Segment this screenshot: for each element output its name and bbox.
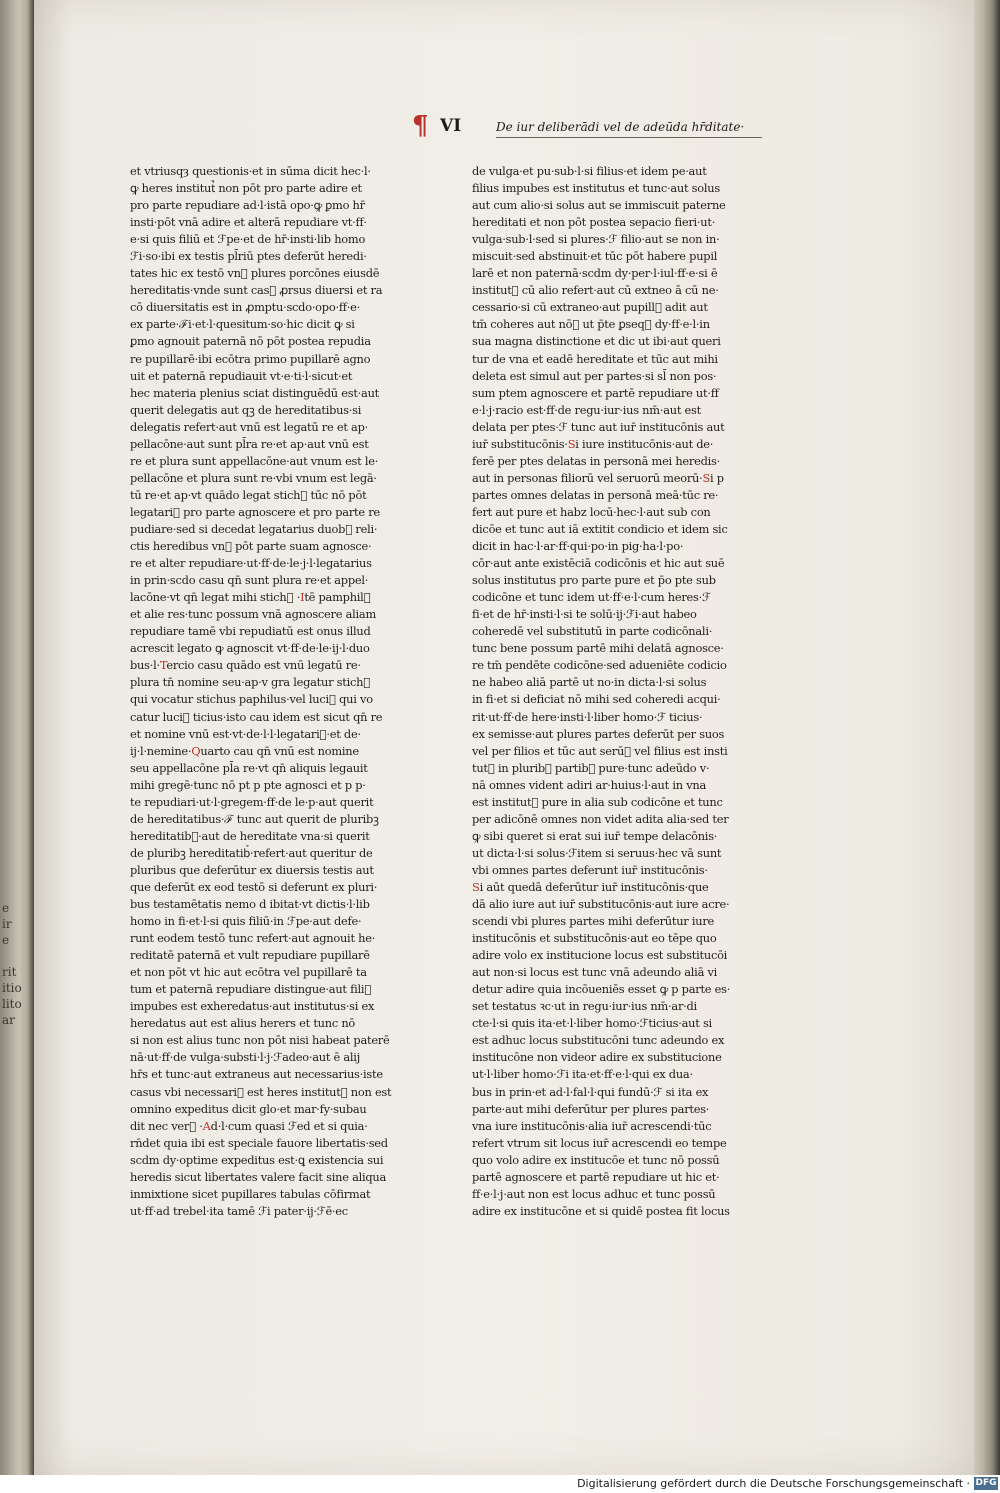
funding-credit: Digitalisierung gefördert durch die Deutsche Forschungsgemeinschaft · bbox=[577, 1477, 970, 1490]
text-line: et alie res·tunc possum vnā agnoscere aliam bbox=[130, 607, 377, 622]
text-line: miscuit·sed abstinuit·et tūc pōt habere pupil bbox=[472, 249, 718, 264]
text-line: plura tn̄ nomine seu·ap·v gra legatur stich᷒ bbox=[130, 675, 371, 690]
text-line: in prin·scdo casu qn̄ sunt plura re·et appel· bbox=[130, 573, 369, 588]
text-line: filius impubes est institutus et tunc·aut solus bbox=[472, 181, 720, 196]
text-line: hereditatis·vnde sunt cas᷒ ꝓrsus diuersi et ra bbox=[130, 283, 383, 298]
text-line: set testatus ꝛc·ut in regu·iur·ius nm̄·ar·di bbox=[472, 999, 697, 1014]
text-line: est adhuc locus substitucōni tunc adeundo ex bbox=[472, 1033, 725, 1048]
text-line: cte·l·si quis ita·et·l·liber homo·ℱticius·aut si bbox=[472, 1016, 712, 1031]
text-line: et non pōt vt hic aut ecōtra vel pupillarē ta bbox=[130, 965, 367, 980]
text-line: bus in prin·et ad·l·fal·l·qui fundū·ℱ si ita ex bbox=[472, 1084, 709, 1099]
text-line: ex semisse·aut plures partes deferūt per suos bbox=[472, 726, 725, 741]
text-line: catur luci᷒ ticius·isto cau idem est sicut qn̄ re bbox=[130, 709, 383, 724]
text-line: casus vbi necessari᷒ est heres institut᷒ non est bbox=[130, 1084, 392, 1099]
text-line: nā omnes vident adiri ar·huius·l·aut in vna bbox=[472, 777, 707, 792]
text-line: mihi gregē·tunc nō pt p pte agnosci et p p· bbox=[130, 777, 366, 792]
text-line: reditatē paternā et vult repudiare pupillarē bbox=[130, 948, 370, 963]
text-line: aut in personas filiorū vel seruorū meorū·Si p bbox=[472, 470, 724, 485]
text-line: de hereditatibus·ℱ tunc aut querit de pluribꝫ bbox=[130, 811, 379, 826]
text-line: bus testamētatis nemo d ibitat·vt dictis·l·lib bbox=[130, 897, 370, 912]
text-line: homo in fi·et·l·si quis filiū·in ℱpe·aut defe· bbox=[130, 914, 362, 929]
text-line: tum et paternā repudiare distingue·aut fili᷒ bbox=[130, 982, 372, 997]
chapter-title: De iur deliberādi vel de adeūda hr̄ditate· bbox=[496, 120, 745, 134]
text-line: re pupillarē·ibi ecōtra primo pupillarē agno bbox=[130, 351, 371, 366]
text-line: querit delegatis aut qꝫ de hereditatibus·si bbox=[130, 402, 362, 417]
text-line: e·l·j·racio est·ff·de regu·iur·ius nm̄·aut est bbox=[472, 402, 701, 417]
text-line: parte·aut mihi deferūtur per plures partes· bbox=[472, 1101, 710, 1116]
text-line: cō diuersitatis est in ꝓmptu·scdo·opo·ff·e· bbox=[130, 300, 360, 315]
text-line: re et plura sunt appellacōne·aut vnum est le· bbox=[130, 453, 379, 468]
text-line: dicōe et tunc aut iā extitit condicio et idem sic bbox=[472, 521, 728, 536]
text-line: est institut᷒ pure in alia sub codicōne et tunc bbox=[472, 794, 723, 809]
text-line: aut cum alio·si solus aut se immiscuit paterne bbox=[472, 198, 726, 213]
text-line: nā·ut·ff·de vulga·substi·l·j·ℱadeo·aut ē alij bbox=[130, 1050, 360, 1065]
text-line: ℱi·so·ibi ex testis pl̄riū ptes deferūt heredi· bbox=[130, 249, 367, 264]
text-line: vel per filios et tūc aut serū᷒ vel filius est insti bbox=[472, 743, 728, 758]
text-line: ꝙ sibi queret si erat sui iur̄ tempe delacōnis· bbox=[472, 828, 718, 843]
text-line: et nomine vnū est·vt·de·l·l·legatari᷒·et de· bbox=[130, 726, 361, 741]
text-line: heredis sicut libertates valere facit sine aliqua bbox=[130, 1169, 387, 1184]
text-line: per adicōnē omnes non videt adita alia·sed ter bbox=[472, 811, 729, 826]
rubricated-initial: S bbox=[567, 436, 576, 451]
text-line: tū re·et ap·vt quādo legat stich᷒ tūc nō pōt bbox=[130, 487, 367, 502]
text-line: sua magna distinctione et dic ut ibi·aut queri bbox=[472, 334, 721, 349]
text-line: tm̄ coheres aut nō᷒ ut p̄te ꝑseq᷒ dy·ff·e·l·in bbox=[472, 317, 710, 332]
text-line: ne habeo aliā partē ut no·in dicta·l·si solus bbox=[472, 675, 707, 690]
text-line: pluribus que deferūtur ex diuersis testis aut bbox=[130, 862, 374, 877]
chapter-number: VI bbox=[440, 116, 462, 136]
text-line: rn̄det quia ibi est speciale fauore libertatis·sed bbox=[130, 1135, 388, 1150]
text-line: Si aūt quedā deferūtur iur̄ institucōnis·que bbox=[472, 879, 709, 894]
text-line: et vtriusqȝ questionis·et in sūma dicit hec·l· bbox=[130, 164, 371, 178]
text-line: insti·pōt vnā adire et alterā repudiare vt·ff· bbox=[130, 215, 367, 230]
text-line: tates hic ex testō vn᷒ plures porcōnes eiusdē bbox=[130, 266, 380, 281]
text-line: hr̄s et tunc·aut extraneus aut necessarius·iste bbox=[130, 1067, 383, 1082]
text-line: pro parte repudiare ad·l·istā opo·ꝙ ꝑmo hr̄ bbox=[130, 198, 365, 213]
text-line: vbi omnes partes deferunt iur̄ institucōnis· bbox=[472, 862, 708, 877]
text-column-left bbox=[130, 163, 408, 1220]
running-head bbox=[412, 112, 762, 140]
text-line: ff·e·l·j·aut non est locus adhuc et tunc possū bbox=[472, 1186, 716, 1201]
text-line: institucōne non videor adire ex substitucione bbox=[472, 1050, 722, 1065]
text-line: qui vocatur stichus paphilus·vel luci᷒ qui vo bbox=[130, 692, 373, 707]
text-line: impubes est exheredatus·aut institutus·si ex bbox=[130, 999, 375, 1014]
text-line: larē et non paternā·scdm dy·per·l·iul·ff·e·si ē bbox=[472, 266, 718, 281]
text-line: ꝙ heres institut᷒ non pōt pro parte adire et bbox=[130, 181, 362, 196]
text-line: vna iure institucōnis·alia iur̄ acrescendi·tūc bbox=[472, 1118, 712, 1133]
text-line: repudiare tamē vbi repudiatū est onus illud bbox=[130, 624, 371, 639]
text-line: pudiare·sed si decedat legatarius duob᷒ reli· bbox=[130, 521, 378, 536]
text-line: sum ptem agnoscere et partē repudiare ut·ff bbox=[472, 385, 719, 400]
text-line: dit nec ver᷒ ·Ad·l·cum quasi ℱed et si quia· bbox=[130, 1118, 368, 1133]
text-line: bus·l·Tercio casu quādo est vnū legatū re· bbox=[130, 658, 361, 673]
text-line: e·si quis filiū et ℱpe·et de hr̄·insti·lib homo bbox=[130, 232, 366, 247]
text-line: rit·ut·ff·de here·insti·l·liber homo·ℱ ticius· bbox=[472, 709, 703, 724]
text-line: pellacōne et plura sunt re·vbi vnum est legā· bbox=[130, 470, 377, 485]
text-column-right bbox=[472, 163, 752, 1220]
text-line: cessario·si cū extraneo·aut pupill᷒ adit aut bbox=[472, 300, 708, 315]
text-line: ut dicta·l·si solus·ℱitem si seruus·hec vā sunt bbox=[472, 845, 722, 860]
text-line: inmixtione sicet pupillares tabulas cōfirmat bbox=[130, 1186, 371, 1201]
text-line: delata per ptes·ℱ tunc aut iur̄ institucōnis aut bbox=[472, 419, 725, 434]
text-line: quo volo adire ex institucōe et tunc nō possū bbox=[472, 1152, 720, 1167]
text-line: runt eodem testō tunc refert·aut agnouit he· bbox=[130, 931, 376, 946]
rubricated-initial: I bbox=[300, 590, 305, 605]
text-line: delegatis refert·aut vnū est legatū re et ap· bbox=[130, 419, 369, 434]
text-line: coheredē vel substitutū in parte codicōnali· bbox=[472, 624, 713, 639]
text-line: que deferūt ex eod testō si deferunt ex pluri· bbox=[130, 879, 378, 894]
text-line: ctis heredibus vn᷒ pōt parte suam agnosce· bbox=[130, 539, 372, 554]
rubricated-initial: A bbox=[202, 1118, 211, 1133]
text-line: ij·l·nemine·Quarto cau qn̄ vnū est nomine bbox=[130, 743, 359, 758]
facing-page-edge bbox=[0, 0, 34, 1475]
text-line: adire volo ex institucione locus est substitucōi bbox=[472, 948, 728, 963]
text-line: fi·et de hr̄·insti·l·si te solū·ij·ℱi·aut habeo bbox=[472, 607, 697, 622]
text-line: lacōne·vt qn̄ legat mihi stich᷒ ·Itē pamphil᷒ bbox=[130, 590, 371, 605]
text-line: codicōne et tunc idem ut·ff·e·l·cum heres·ℱ bbox=[472, 590, 711, 605]
text-line: aut non·si locus est tunc vnā adeundo aliā vi bbox=[472, 965, 718, 980]
text-line: scdm dy·optime expeditus est·ꝗ existencia sui bbox=[130, 1152, 384, 1167]
text-line: adire ex institucōne et si quidē postea fit locus bbox=[472, 1203, 730, 1218]
text-line: de pluribꝫ hereditatib᷒·refert·aut queritur de bbox=[130, 845, 373, 860]
rubricated-initial: S bbox=[472, 879, 480, 894]
text-line: institut᷒ cū alio refert·aut cū extneo ā cū ne· bbox=[472, 283, 719, 298]
text-line: heredatus aut est alius herers et tunc nō bbox=[130, 1016, 356, 1031]
rubricated-initial: Q bbox=[191, 743, 201, 758]
footer-bar bbox=[0, 1475, 1000, 1493]
text-line: partē agnoscere et partē repudiare ut hic et· bbox=[472, 1169, 720, 1184]
text-line: in fi·et si deficiat nō mihi sed coheredi acqui· bbox=[472, 692, 721, 707]
text-line: seu appellacōne pl̄a re·vt qn̄ aliquis legauit bbox=[130, 760, 368, 775]
text-line: refert vtrum sit locus iur̄ acrescendi eo tempe bbox=[472, 1135, 727, 1150]
text-line: re tm̄ pendēte codicōne·sed adueniēte codicio bbox=[472, 658, 727, 673]
rubricated-initial: S bbox=[702, 470, 711, 485]
text-line: fert aut pure et habz locū·hec·l·aut sub con bbox=[472, 504, 711, 519]
text-line: de vulga·et pu·sub·l·si filius·et idem pe·aut bbox=[472, 164, 707, 178]
text-line: si non est alius tunc non pōt nisi habeat paterē bbox=[130, 1033, 390, 1048]
text-line: hereditatib᷒·aut de hereditate vna·si querit bbox=[130, 828, 370, 843]
text-line: partes omnes delatas in personā meā·tūc re· bbox=[472, 487, 719, 502]
text-line: iur̄ substitucōnis·Si iure institucōnis·aut de· bbox=[472, 436, 714, 451]
text-line: ut·l·liber homo·ℱi ita·et·ff·e·l·qui ex dua· bbox=[472, 1067, 693, 1082]
text-line: deleta est simul aut per partes·si sl̄ non pos· bbox=[472, 368, 717, 383]
text-line: cōr·aut ante existēciā codicōnis et hic aut suē bbox=[472, 556, 725, 571]
text-line: tunc bene possum partē mihi delatā agnosce· bbox=[472, 641, 724, 656]
text-line: hereditati et non pōt postea sepacio fieri·ut· bbox=[472, 215, 716, 230]
text-line: vulga·sub·l·sed si plures·ℱ filio·aut se non in· bbox=[472, 232, 720, 247]
text-line: institucōnis et substitucōnis·aut eo tēpe quo bbox=[472, 931, 717, 946]
text-line: acrescit legato ꝙ agnoscit vt·ff·de·le·ij·l·duo bbox=[130, 641, 370, 656]
text-line: pellacōne·aut sunt pl̄ra re·et ap·aut vnū est bbox=[130, 436, 369, 451]
text-line: ex parte·ℱi·et·l·quesitum·so·hic dicit ꝙ si bbox=[130, 317, 355, 332]
text-line: scendi vbi plures partes mihi deferūtur iure bbox=[472, 914, 715, 929]
text-line: ferē per ptes delatas in personā mei heredis· bbox=[472, 453, 720, 468]
text-line: te repudiari·ut·l·gregem·ff·de le·p·aut querit bbox=[130, 794, 374, 809]
facing-page-margin-text: e ir e rit itio lito ar bbox=[2, 901, 22, 1027]
text-line: uit et paternā repudiauit vt·e·ti·l·sicut·et bbox=[130, 368, 353, 383]
text-line: ꝑmo agnouit paternā nō pōt postea repudia bbox=[130, 334, 371, 349]
dfg-logo-icon: DFG bbox=[975, 1478, 997, 1488]
text-line: re et alter repudiare·ut·ff·de·le·j·l·legatarius bbox=[130, 556, 372, 571]
text-line: legatari᷒ pro parte agnoscere et pro parte re bbox=[130, 504, 380, 519]
text-line: tur de vna et eadē hereditate et tūc aut mihi bbox=[472, 351, 718, 366]
text-line: dicit in hac·l·ar·ff·qui·po·in pig·ha·l·po· bbox=[472, 539, 684, 554]
text-line: detur adire quia incōueniēs esset ꝙ p parte es· bbox=[472, 982, 731, 997]
head-rule bbox=[496, 137, 762, 138]
rubricated-initial: T bbox=[159, 658, 167, 673]
text-line: hec materia plenius sciat distinguēdū est·aut bbox=[130, 385, 379, 400]
text-line: ut·ff·ad trebel·ita tamē ℱi pater·ij·ℱē·ec bbox=[130, 1203, 348, 1218]
text-line: omnino expeditus dicit glo·et mar·fy·subau bbox=[130, 1101, 367, 1116]
paragraph-mark-icon: ¶ bbox=[412, 111, 429, 141]
text-line: tut᷒ in pluribꝫ partibꝫ pure·tunc adeūdo v· bbox=[472, 760, 710, 775]
text-line: solus institutus pro parte pure et p̄o pte sub bbox=[472, 573, 716, 588]
text-line: dā alio iure aut iur̄ substitucōnis·aut iure acre· bbox=[472, 897, 730, 912]
page-fore-edge bbox=[974, 0, 1000, 1475]
